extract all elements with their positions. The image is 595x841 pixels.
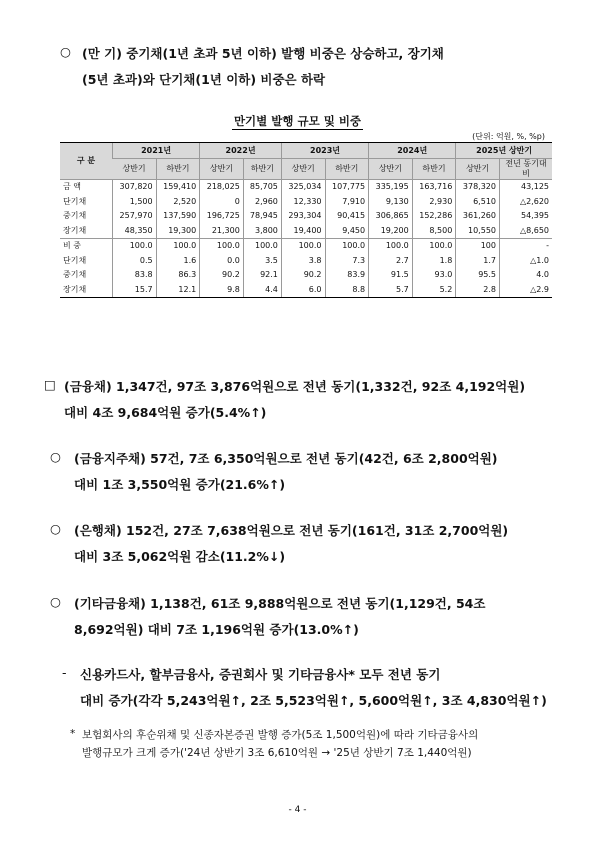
- table-cell: 1.8: [412, 253, 456, 268]
- table-cell: 2,520: [156, 194, 200, 209]
- table-cell: 2.7: [369, 253, 413, 268]
- section-line-1: (기타금융채) 1,138건, 61조 9,888억원으로 전년 동기(1,129건, 54조: [74, 596, 486, 611]
- table-row: [60, 194, 552, 209]
- table-cell: 0.5: [113, 253, 157, 268]
- section-line-2: 대비 3조 5,062억원 감소(11.2%↓): [74, 549, 286, 564]
- page-number: - 4 -: [288, 805, 307, 815]
- table-cell: 10,550: [456, 223, 500, 238]
- table-cell: 5.2: [412, 282, 456, 297]
- table-cell: 293,304: [281, 209, 325, 224]
- table-cell: 3,800: [243, 223, 281, 238]
- table-cell: 92.1: [243, 268, 281, 283]
- half-header: 하반기: [412, 158, 456, 179]
- table-cell: 83.8: [113, 268, 157, 283]
- year-header: 2025년 상반기: [456, 143, 552, 159]
- table-cell: △2,620: [500, 194, 553, 209]
- table-cell: 100.0: [369, 238, 413, 253]
- table-row: [60, 282, 552, 297]
- row-label: 비 중: [60, 238, 113, 253]
- table-cell: 83.9: [325, 268, 369, 283]
- circle-bullet: ○: [50, 449, 61, 464]
- table-cell: 12.1: [156, 282, 200, 297]
- dash-bullet: -: [62, 665, 67, 680]
- table-cell: 3.8: [281, 253, 325, 268]
- table-cell: 0.0: [200, 253, 244, 268]
- table-cell: 196,725: [200, 209, 244, 224]
- table-cell: -: [500, 238, 553, 253]
- half-header: 하반기: [243, 158, 281, 179]
- table-cell: 152,286: [412, 209, 456, 224]
- table-cell: 100.0: [325, 238, 369, 253]
- row-label: 단기채: [63, 196, 87, 206]
- intro-line-2: (5년 초과)와 단기채(1년 이하) 비중은 하락: [82, 72, 326, 87]
- table-cell: 100.0: [412, 238, 456, 253]
- table-cell: 12,330: [281, 194, 325, 209]
- table-cell: 307,820: [113, 179, 157, 194]
- table-cell: 8.8: [325, 282, 369, 297]
- table-cell: 5.7: [369, 282, 413, 297]
- table-cell: 107,775: [325, 179, 369, 194]
- table-cell: 54,395: [500, 209, 553, 224]
- section-line-2: 대비 4조 9,684억원 증가(5.4%↑): [64, 405, 267, 420]
- row-label: 중기채: [63, 211, 87, 221]
- half-header: 상반기: [369, 158, 413, 179]
- half-header: 하반기: [156, 158, 200, 179]
- table-cell: 9.8: [200, 282, 244, 297]
- year-header: 2021년: [113, 143, 200, 159]
- table-cell: 15.7: [113, 282, 157, 297]
- intro-bullet: ○: [60, 44, 71, 59]
- table-cell: 19,300: [156, 223, 200, 238]
- table-cell: 90.2: [200, 268, 244, 283]
- table-cell: 43,125: [500, 179, 553, 194]
- row-label: 중기채: [63, 270, 87, 280]
- table-cell: 78,945: [243, 209, 281, 224]
- table-cell: 21,300: [200, 223, 244, 238]
- table-cell: 100.0: [156, 238, 200, 253]
- table-cell: 100: [456, 238, 500, 253]
- table-cell: 335,195: [369, 179, 413, 194]
- table-cell: 90.2: [281, 268, 325, 283]
- half-header: 하반기: [325, 158, 369, 179]
- table-row: [60, 253, 552, 268]
- table-cell: 8,500: [412, 223, 456, 238]
- table-cell: 4.4: [243, 282, 281, 297]
- table-cell: 6,510: [456, 194, 500, 209]
- table-row: [60, 179, 552, 194]
- table-row: [60, 268, 552, 283]
- table-title: 만기별 발행 규모 및 비중: [233, 114, 362, 128]
- table-cell: 100.0: [200, 238, 244, 253]
- footnote-mark: *: [70, 728, 76, 740]
- table-cell: 257,970: [113, 209, 157, 224]
- table-cell: 100.0: [281, 238, 325, 253]
- row-label: 장기채: [63, 225, 87, 235]
- table-cell: 1.6: [156, 253, 200, 268]
- square-bullet: □: [44, 377, 56, 392]
- row-header: 구 분: [60, 143, 113, 180]
- section-line-1: (금융지주채) 57건, 7조 6,350억원으로 전년 동기(42건, 6조 2,800억원): [74, 451, 498, 466]
- half-header: 상반기: [113, 158, 157, 179]
- table-cell: 0: [200, 194, 244, 209]
- section-line-2: 대비 1조 3,550억원 증가(21.6%↑): [74, 477, 286, 492]
- table-cell: 91.5: [369, 268, 413, 283]
- table-row: [60, 238, 552, 253]
- row-label: 금 액: [60, 179, 113, 194]
- maturity-issuance-table: [60, 142, 552, 298]
- footnote-line-2: 발행규모가 크게 증가('24년 상반기 3조 6,610억원 → '25년 상반기 7조 1,440억원): [82, 747, 472, 759]
- table-cell: 9,130: [369, 194, 413, 209]
- section-line-1: 신용카드사, 할부금융사, 증권회사 및 기타금융사* 모두 전년 동기: [80, 667, 441, 682]
- table-cell: 4.0: [500, 268, 553, 283]
- half-header: 전년 동기대비: [500, 158, 553, 179]
- year-header: 2023년: [281, 143, 368, 159]
- table-cell: 100.0: [243, 238, 281, 253]
- section-line-1: (은행채) 152건, 27조 7,638억원으로 전년 동기(161건, 31조 2,700억원): [74, 523, 509, 538]
- table-cell: △1.0: [500, 253, 553, 268]
- table-cell: 85,705: [243, 179, 281, 194]
- table-cell: 95.5: [456, 268, 500, 283]
- table-cell: 19,200: [369, 223, 413, 238]
- table-cell: 93.0: [412, 268, 456, 283]
- table-cell: 137,590: [156, 209, 200, 224]
- half-header: 상반기: [281, 158, 325, 179]
- footnote-line-1: 보험회사의 후순위채 및 신종자본증권 발행 증가(5조 1,500억원)에 따라 기타금융사의: [82, 729, 479, 741]
- table-cell: 9,450: [325, 223, 369, 238]
- table-cell: 361,260: [456, 209, 500, 224]
- table-cell: 7,910: [325, 194, 369, 209]
- table-unit: (단위: 억원, %, %p): [472, 132, 545, 141]
- year-header: 2022년: [200, 143, 282, 159]
- table-cell: 100.0: [113, 238, 157, 253]
- section-line-1: (금융채) 1,347건, 97조 3,876억원으로 전년 동기(1,332건, 92조 4,192억원): [64, 379, 526, 394]
- row-label: 장기채: [60, 282, 113, 297]
- row-label: 단기채: [63, 255, 87, 265]
- table-cell: △2.9: [500, 282, 553, 297]
- table-row: [60, 209, 552, 224]
- table-cell: 1,500: [113, 194, 157, 209]
- table-cell: 325,034: [281, 179, 325, 194]
- half-header: 상반기: [200, 158, 244, 179]
- table-cell: 2,930: [412, 194, 456, 209]
- table-cell: 2.8: [456, 282, 500, 297]
- table-cell: 378,320: [456, 179, 500, 194]
- intro-line-1: (만 기) 중기채(1년 초과 5년 이하) 발행 비중은 상승하고, 장기채: [82, 46, 444, 61]
- table-cell: 2,960: [243, 194, 281, 209]
- year-header: 2024년: [369, 143, 456, 159]
- circle-bullet: ○: [50, 521, 61, 536]
- table-cell: 306,865: [369, 209, 413, 224]
- table-cell: 48,350: [113, 223, 157, 238]
- table-cell: 159,410: [156, 179, 200, 194]
- table-cell: 7.3: [325, 253, 369, 268]
- circle-bullet: ○: [50, 594, 61, 609]
- section-line-2: 8,692억원) 대비 7조 1,196억원 증가(13.0%↑): [74, 622, 359, 637]
- table-cell: 6.0: [281, 282, 325, 297]
- table-cell: 19,400: [281, 223, 325, 238]
- table-cell: 1.7: [456, 253, 500, 268]
- table-cell: 218,025: [200, 179, 244, 194]
- table-cell: 90,415: [325, 209, 369, 224]
- table-cell: 3.5: [243, 253, 281, 268]
- table-cell: 86.3: [156, 268, 200, 283]
- table-cell: △8,650: [500, 223, 553, 238]
- half-header: 상반기: [456, 158, 500, 179]
- section-line-2: 대비 증가(각각 5,243억원↑, 2조 5,523억원↑, 5,600억원↑, 3조 4,830억원↑): [80, 693, 547, 708]
- table-cell: 163,716: [412, 179, 456, 194]
- table-row: [60, 223, 552, 238]
